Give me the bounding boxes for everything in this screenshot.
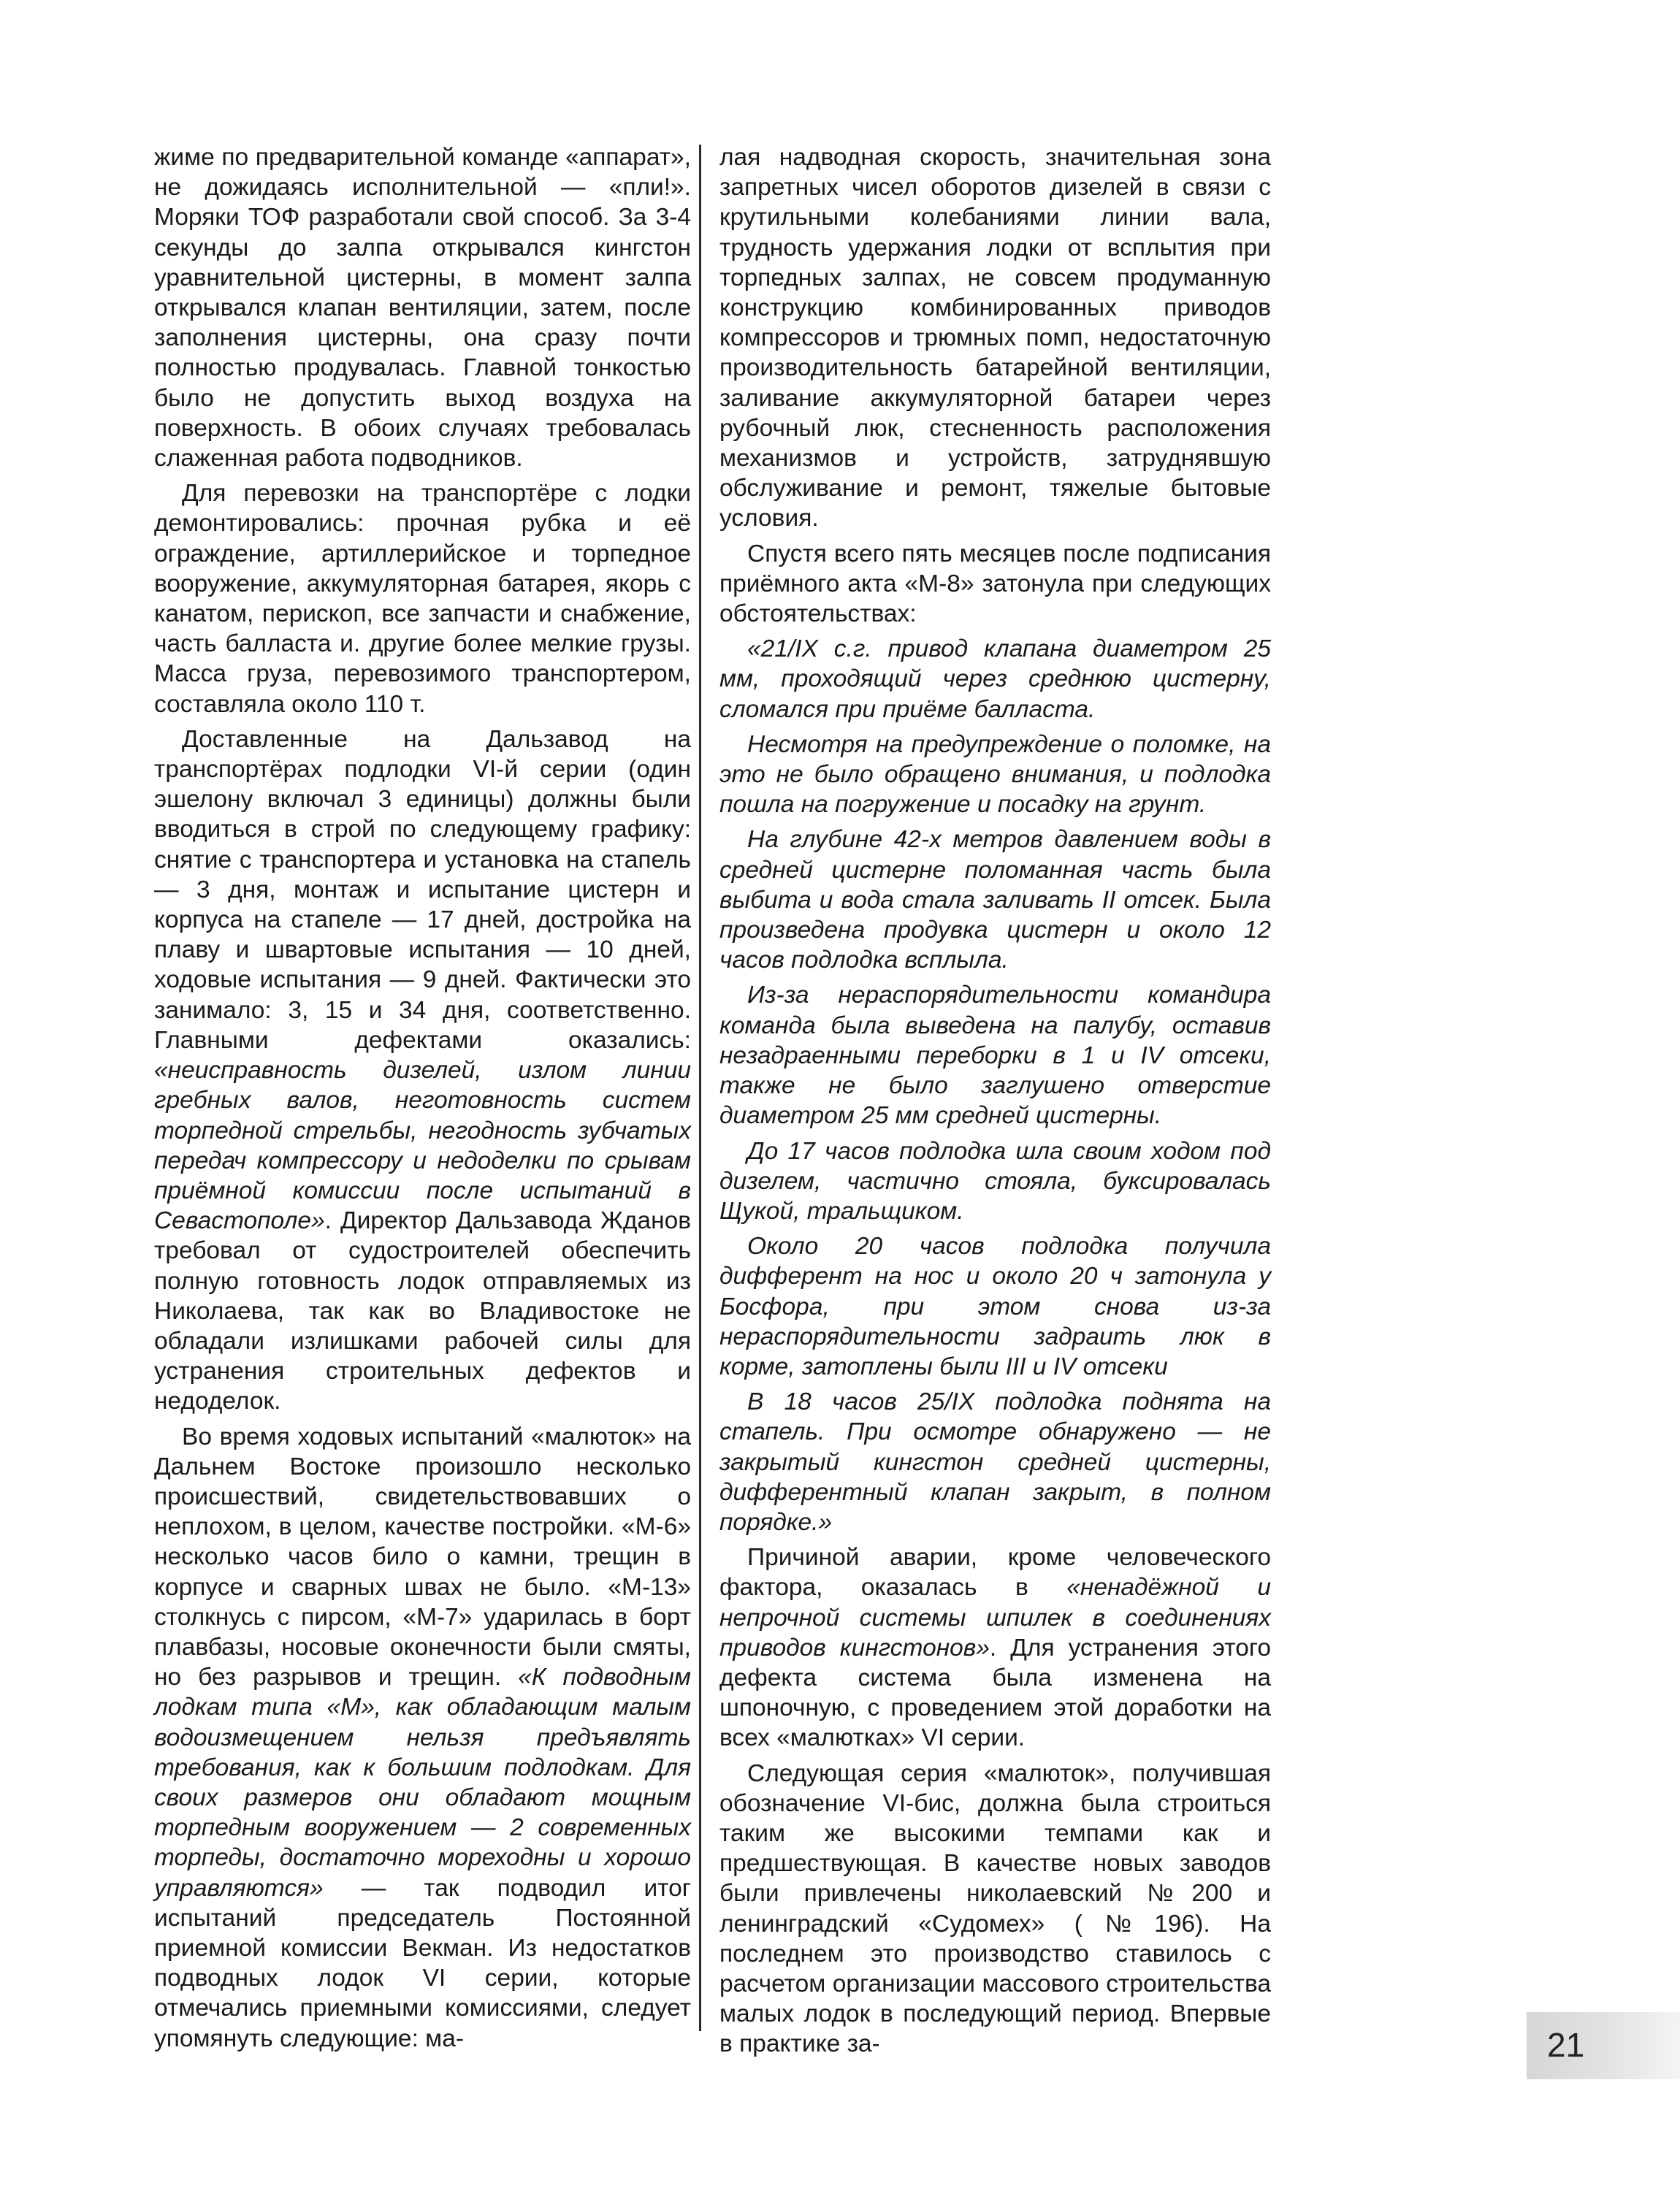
page-number: 21: [1547, 2026, 1585, 2064]
paragraph: [154, 724, 691, 1417]
paragraph: [719, 1387, 1271, 1537]
paragraph: [719, 142, 1271, 534]
text-run: лая надводная скорость, значительная зона запретных чисел оборотов дизелей в связи с крутильными колебаниями линии вала, трудность удержания лодки от всплытия при торпедных залпах, не совсем продуманную конструкцию комбинированных приводов компрессоров и трюмных помп, недостаточную производительность батарейной вентиляции, заливание аккумуляторной батареи через рубочный люк, стесненность расположения механизмов и устройств, затруднявшую обслуживание и ремонт, тяжелые бытовые условия.: [719, 144, 1271, 532]
paragraph: [719, 1136, 1271, 1227]
paragraph: [719, 730, 1271, 820]
paragraph: [719, 1542, 1271, 1753]
text-run: Для перевозки на транспортёре с лодки демонтировались: прочная рубка и её ограждение, артиллерийское и торпедное вооружение, аккумуляторная батарея, якорь с канатом, перископ, все запчасти и снабжение, часть балласта и. другие более мелкие грузы. Масса груза, перевозимого транспортером, составляла около 110 т.: [154, 480, 691, 718]
paragraph: [719, 825, 1271, 975]
quoted-text: Из-за нераспорядительности командира команда была выведена на палубу, оставив незадраенными переборки в 1 и IV отсеки, также не было заглушено отверстие диаметром 25 мм средней цистерны.: [719, 982, 1271, 1130]
text-run: . Директор Дальзавода Жданов требовал от судостроителей обеспечить полную готовность лодок отправляемых из Николаева, так как во Владивостоке не обладали излишками рабочей силы для устранения строительных дефектов и недоделок.: [154, 1207, 691, 1415]
paragraph: [154, 1422, 691, 2054]
column-divider: [699, 145, 701, 2031]
quoted-text: В 18 часов 25/IX подлодка поднята на стапель. При осмотре обнаружено — не закрытый кингстон средней цистерны, дифферентный клапан закрыт, в полном порядке.»: [719, 1388, 1271, 1536]
quoted-text: «К подводным лодкам типа «М», как обладающим малым водоизмещением нельзя предъявлять требования, как к большим подлодкам. Для своих размеров они обладают мощным торпедным вооружением — 2 современных торпеды, достаточно мореходны и хорошо управляются»: [154, 1664, 691, 1902]
text-run: Спустя всего пять месяцев после подписания приёмного акта «М-8» затонула при следующих обстоятельствах:: [719, 540, 1271, 628]
quoted-text: «21/IX с.г. привод клапана диаметром 25 мм, проходящий через среднюю цистерну, сломался при приёме балласта.: [719, 635, 1271, 723]
text-run: Следующая серия «малюток», получившая обозначение VI-бис, должна была строиться таким же высокими темпами как и предшествующая. В качестве новых заводов были привлечены николаевский №200 и ленинградский «Судомех» (№196). На последнем это производство ставилось с расчетом организации массового строительства малых лодок в последующий период. Впервые в практике за-: [719, 1759, 1271, 2058]
quoted-text: На глубине 42-х метров давлением воды в средней цистерне поломанная часть была выбита и вода стала заливать II отсек. Была произведена продувка цистерн и около 12 часов подлодка всплыла.: [719, 826, 1271, 974]
paragraph: [154, 142, 691, 473]
page-number-box: [1527, 2012, 1680, 2079]
paragraph: [719, 1759, 1271, 2060]
left-text-column: [154, 142, 691, 2059]
text-run: жиме по предварительной команде «аппарат», не дожидаясь исполнительной — «пли!». Моряки ТОФ разработали свой способ. За 3-4 секунды до залпа открывался кингстон уравнительной цистерны, в момент залпа открывался клапан вентиляции, затем, после заполнения цистерны, она сразу почти полностью продувалась. Главной тонкостью было не допустить выход воздуха на поверхность. В обоих случаях требовалась слаженная работа подводников.: [154, 144, 691, 473]
text-run: Во время ходовых испытаний «малюток» на Дальнем Востоке произошло несколько происшествий, свидетельствовавших о неплохом, в целом, качестве постройки. «М-6» несколько часов било о камни, трещин в корпусе и сварных швах не было. «М-13» столкнусь с пирсом, «М-7» ударилась в борт плавбазы, носовые оконечности были смяты, но без разрывов и трещин.: [154, 1423, 691, 1691]
quoted-text: Около 20 часов подлодка получила дифферент на нос и около 20 ч затонула у Босфора, при этом снова из-за нераспорядительности задраить люк в корме, затоплены были III и IV отсеки: [719, 1233, 1271, 1380]
text-run: — так подводил итог испытаний председатель Постоянной приемной комиссии Векман. Из недостатков подводных лодок VI серии, которые отмечались приемными комиссиями, следует упомянуть следующие: ма-: [154, 1874, 691, 2052]
paragraph: [719, 980, 1271, 1131]
paragraph: [719, 1231, 1271, 1382]
right-text-column: [719, 142, 1271, 2065]
paragraph: [719, 539, 1271, 630]
quoted-text: «ненадёжной и непрочной системы шпилек в соединениях приводов кингстонов»: [719, 1574, 1272, 1662]
quoted-text: До 17 часов подлодка шла своим ходом под дизелем, частично стояла, буксировалась Щукой, тральщиком.: [719, 1137, 1271, 1225]
paragraph: [154, 478, 691, 719]
quoted-text: «неисправность дизелей, излом линии гребных валов, неготовность систем торпедной стрельбы, негодность зубчатых передач компрессору и недоделки по срывам приёмной комиссии после испытаний в Севастополе»: [154, 1057, 691, 1235]
quoted-text: Несмотря на предупреждение о поломке, на это не было обращено внимания, и подлодка пошла на погружение и посадку на грунт.: [719, 730, 1271, 819]
text-run: Доставленные на Дальзавод на транспортёрах подлодки VI-й серии (один эшелону включал 3 единицы) должны были вводиться в строй по следующему графику: снятие с транспортера и установка на стапель — 3 дня, монтаж и испытание цистерн и корпуса на стапеле — 17 дней, достройка на плаву и швартовые испытания — 10 дней, ходовые испытания — 9 дней. Фактически это занимало: 3, 15 и 34 дня, соответственно. Главными дефектами оказались:: [154, 725, 691, 1054]
text-run: Причиной аварии, кроме человеческого фактора, оказалась в: [719, 1544, 1271, 1602]
paragraph: [719, 634, 1271, 724]
text-run: . Для устранения этого дефекта система была изменена на шпоночную, с проведением этой доработки на всех «малютках» VI серии.: [719, 1634, 1271, 1752]
